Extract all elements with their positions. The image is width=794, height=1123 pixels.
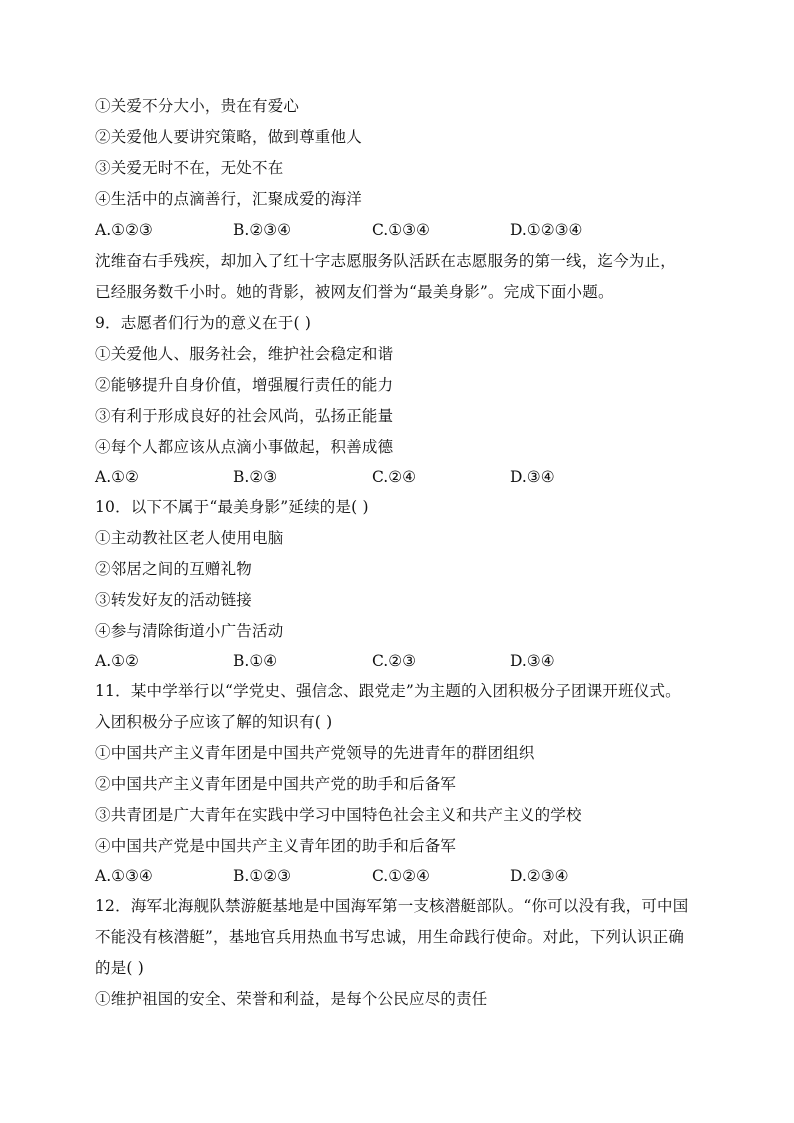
q11-option-c: C.①②④: [372, 867, 430, 885]
q9-option-b: B.②③: [233, 468, 278, 486]
q10-options: [95, 650, 695, 672]
q12-stem-line-1: 12．海军北海舰队禁游艇基地是中国海军第一支核潜艇部队。“你可以没有我，可中国: [95, 897, 689, 915]
passage-line-2: 已经服务数千小时。她的背影，被网友们誉为“最美身影”。完成下面小题。: [95, 283, 614, 301]
q10-option-c: C.②③: [372, 652, 417, 670]
q12-item-1: ①维护祖国的安全、荣誉和利益，是每个公民应尽的责任: [95, 990, 488, 1008]
q11-options: [95, 865, 695, 887]
q11-option-b: B.①②③: [233, 867, 292, 885]
q11-stem-line-1: 11．某中学举行以“学党史、强信念、跟党走”为主题的入团积极分子团课开班仪式。: [95, 682, 681, 700]
q9-option-d: D.③④: [510, 468, 555, 486]
q10-option-a: A.①②: [95, 652, 139, 670]
q9-item-4: ④每个人都应该从点滴小事做起，积善成德: [95, 438, 394, 456]
q10-item-4: ④参与清除街道小广告活动: [95, 622, 284, 640]
q9-item-2: ②能够提升自身价值，增强履行责任的能力: [95, 376, 394, 394]
q11-item-1: ①中国共产主义青年团是中国共产党领导的先进青年的群团组织: [95, 744, 535, 762]
q11-item-2: ②中国共产主义青年团是中国共产党的助手和后备军: [95, 775, 457, 793]
q8-option-d: D.①②③④: [510, 221, 583, 239]
q10-stem: 10．以下不属于“最美身影”延续的是( ): [95, 498, 369, 516]
q10-item-3: ③转发好友的活动链接: [95, 591, 253, 609]
q11-item-4: ④中国共产党是中国共产主义青年团的助手和后备军: [95, 837, 457, 855]
q9-options: [95, 466, 695, 488]
q8-option-c: C.①③④: [372, 221, 430, 239]
q11-stem-line-2: 入团积极分子应该了解的知识有( ): [95, 713, 333, 731]
q9-stem: 9．志愿者们行为的意义在于( ): [95, 314, 312, 332]
q8-option-b: B.②③④: [233, 221, 292, 239]
q9-option-c: C.②④: [372, 468, 417, 486]
q8-item-4: ④生活中的点滴善行，汇聚成爱的海洋: [95, 190, 362, 208]
q12-stem-line-2: 不能没有核潜艇”，基地官兵用热血书写忠诚，用生命践行使命。对此，下列认识正确: [95, 928, 685, 946]
q8-item-2: ②关爱他人要讲究策略，做到尊重他人: [95, 128, 362, 146]
q10-option-b: B.①④: [233, 652, 278, 670]
q11-option-a: A.①③④: [95, 867, 153, 885]
q8-option-a: A.①②③: [95, 221, 153, 239]
q10-item-2: ②邻居之间的互赠礼物: [95, 560, 253, 578]
q9-item-1: ①关爱他人、服务社会，维护社会稳定和谐: [95, 345, 394, 363]
q10-item-1: ①主动教社区老人使用电脑: [95, 529, 284, 547]
q12-stem-line-3: 的是( ): [95, 959, 145, 977]
q10-option-d: D.③④: [510, 652, 555, 670]
q11-option-d: D.②③④: [510, 867, 569, 885]
q8-item-3: ③关爱无时不在，无处不在: [95, 159, 284, 177]
q8-options: [95, 219, 695, 241]
q9-option-a: A.①②: [95, 468, 139, 486]
q11-item-3: ③共青团是广大青年在实践中学习中国特色社会主义和共产主义的学校: [95, 806, 582, 824]
q9-item-3: ③有利于形成良好的社会风尚，弘扬正能量: [95, 407, 394, 425]
passage-line-1: 沈维奋右手残疾，却加入了红十字志愿服务队活跃在志愿服务的第一线，迄今为止，: [95, 252, 676, 270]
q8-item-1: ①关爱不分大小，贵在有爱心: [95, 97, 300, 115]
